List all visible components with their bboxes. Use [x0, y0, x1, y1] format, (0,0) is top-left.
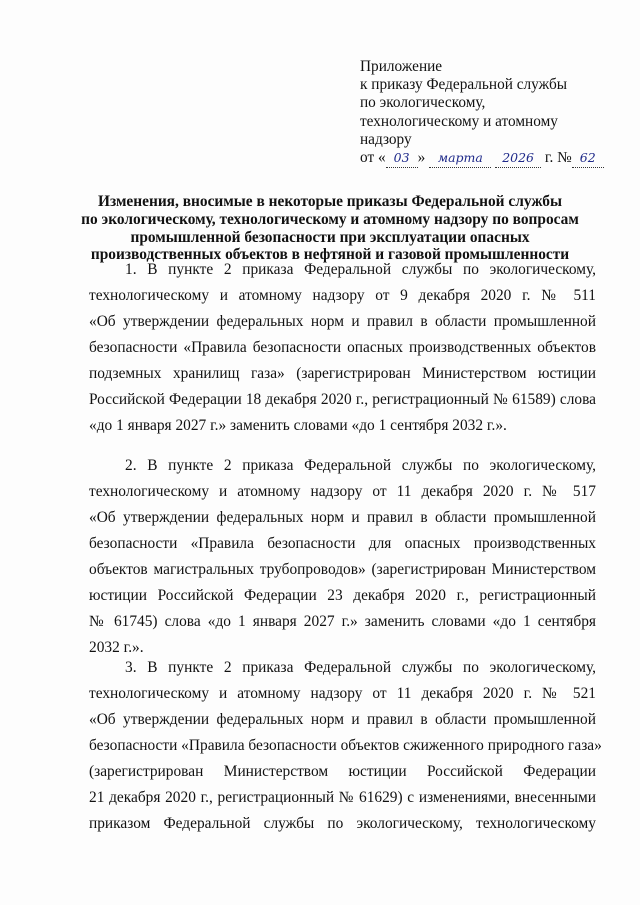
order-prefix: от « [360, 149, 386, 167]
paragraph-line: Российской Федерации 18 декабря 2020 г., регистрационный № 61589) слова [89, 391, 596, 408]
order-number-handwritten: 62 [572, 149, 604, 168]
paragraph-line: «Об утверждении федеральных норм и правил в области промышленной [89, 509, 596, 526]
paragraph-3 [89, 655, 602, 837]
title-line: производственных объектов в нефтяной и газовой промышленности [90, 246, 570, 264]
paragraph-line: «до 1 января 2027 г.» заменить словами «до 1 сентября 2032 г.». [89, 417, 507, 434]
paragraph-line: технологическому и атомному надзору от 11 декабря 2020 г. № 517 [89, 483, 596, 500]
annex-line: надзору [360, 130, 412, 148]
order-day-handwritten: 03 [386, 149, 418, 168]
paragraph-1 [89, 257, 596, 439]
paragraph-line: юстиции Российской Федерации 23 декабря 2020 г., регистрационный [89, 587, 596, 604]
paragraph-line: «Об утверждении федеральных норм и правил в области промышленной [89, 313, 596, 330]
document-title [66, 193, 594, 264]
annex-block [360, 58, 630, 168]
paragraph-line: 1. В пункте 2 приказа Федеральной службы по экологическому, [125, 261, 596, 278]
paragraph-line: «Об утверждении федеральных норм и правил в области промышленной [89, 711, 596, 728]
title-line: промышленной безопасности при эксплуатации опасных [130, 228, 530, 246]
paragraph-line: объектов магистральных трубопроводов» (зарегистрирован Министерством [89, 561, 596, 578]
paragraph-line: безопасности «Правила безопасности опасных производственных объектов [89, 339, 596, 356]
order-date-line [360, 149, 630, 168]
paragraph-line: 3. В пункте 2 приказа Федеральной службы по экологическому, [125, 659, 596, 676]
paragraph-line: 2. В пункте 2 приказа Федеральной службы по экологическому, [125, 457, 596, 474]
annex-line: технологическому и атомному [360, 112, 558, 130]
paragraph-line: подземных хранилищ газа» (зарегистрирован Министерством юстиции [89, 365, 596, 382]
paragraph-line: 2032 г.». [89, 639, 144, 656]
annex-line: Приложение [360, 58, 443, 75]
title-line: по экологическому, технологическому и атомному надзору по вопросам [81, 210, 579, 228]
order-month-handwritten: марта [429, 149, 491, 168]
paragraph-line: безопасности «Правила безопасности объектов сжиженного природного газа» [89, 737, 602, 754]
paragraph-line: 21 декабря 2020 г., регистрационный № 61629) с изменениями, внесенными [89, 789, 596, 806]
paragraph-line: технологическому и атомному надзору от 9 декабря 2020 г. № 511 [89, 287, 596, 304]
order-year-handwritten: 2026 [495, 149, 541, 168]
paragraph-line: № 61745) слова «до 1 января 2027 г.» заменить словами «до 1 сентября [89, 613, 596, 630]
paragraph-line: технологическому и атомному надзору от 11 декабря 2020 г. № 521 [89, 685, 596, 702]
paragraph-2 [89, 453, 596, 661]
paragraph-line: (зарегистрирован Министерством юстиции Российской Федерации [89, 763, 596, 780]
paragraph-line: безопасности «Правила безопасности для опасных производственных [89, 535, 596, 552]
title-line: Изменения, вносимые в некоторые приказы Федеральной службы [98, 193, 562, 210]
paragraph-line: приказом Федеральной службы по экологическому, технологическому [89, 815, 596, 832]
order-year-suffix: г. № [544, 149, 572, 167]
annex-line: по экологическому, [360, 94, 486, 112]
order-mid: » [417, 149, 426, 167]
annex-line: к приказу Федеральной службы [360, 76, 568, 94]
